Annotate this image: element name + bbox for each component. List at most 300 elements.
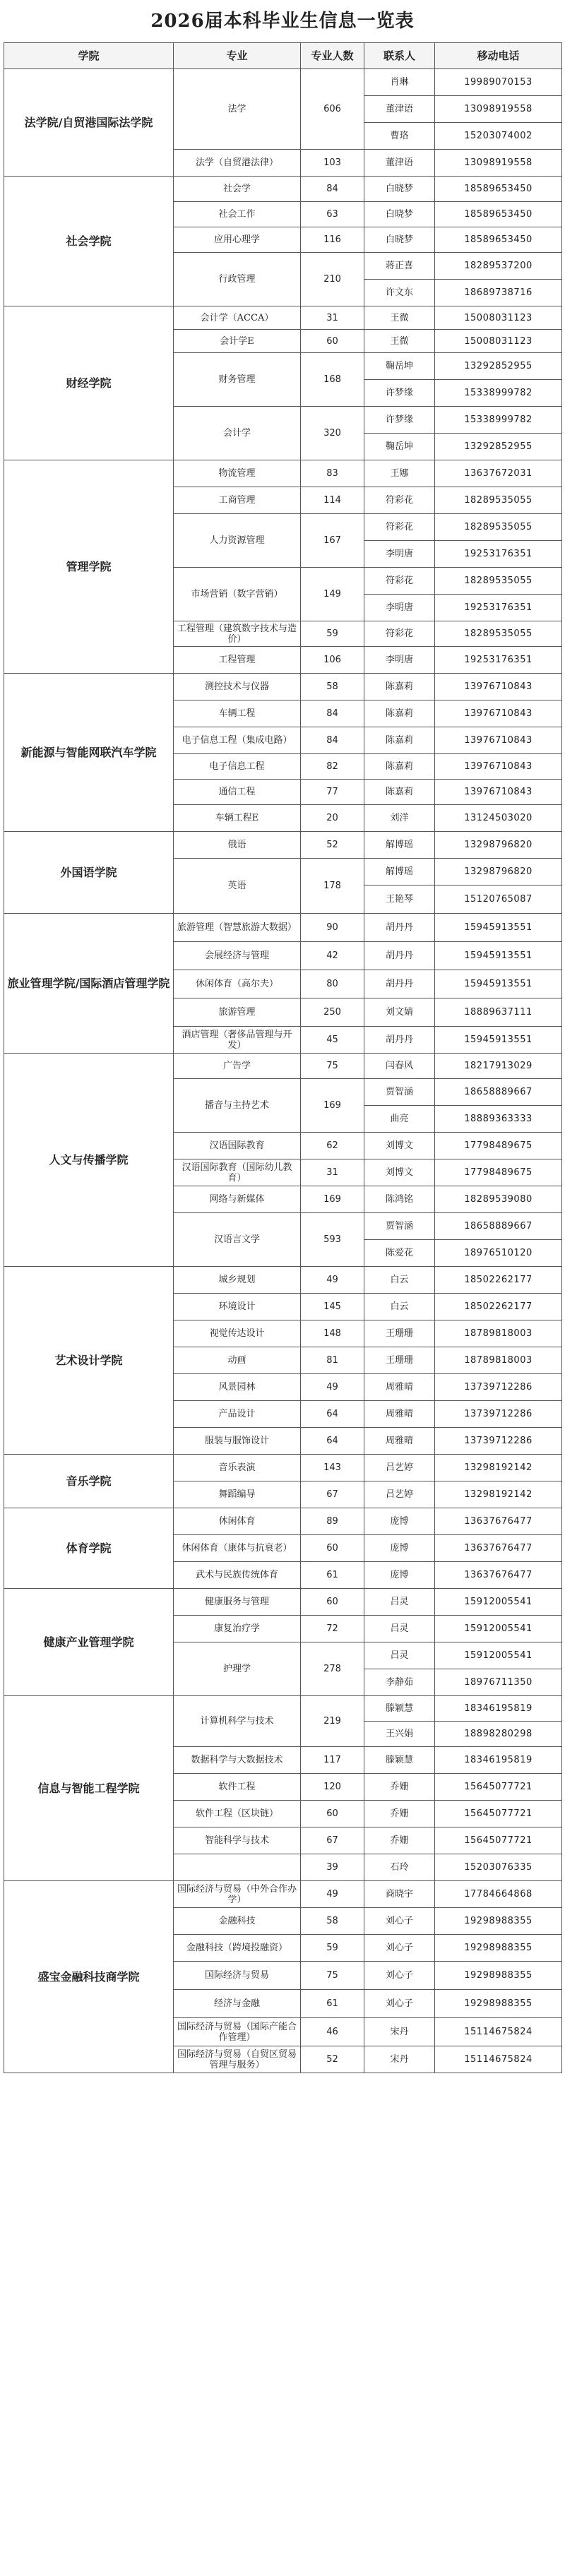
contact-phone-cell: 18289535055 bbox=[435, 568, 562, 595]
major-cell: 服装与服饰设计 bbox=[174, 1428, 301, 1455]
major-cell: 社会工作 bbox=[174, 202, 301, 227]
contact-name-cell: 许梦缘 bbox=[364, 407, 435, 434]
major-cell: 软件工程（区块链） bbox=[174, 1801, 301, 1827]
contact-name-cell: 王兴娟 bbox=[364, 1722, 435, 1747]
contact-name-cell: 胡丹丹 bbox=[364, 942, 435, 970]
contact-name-cell: 闫春风 bbox=[364, 1054, 435, 1079]
major-cell: 会计学 bbox=[174, 407, 301, 460]
major-count-cell: 320 bbox=[301, 407, 364, 460]
major-count-cell: 45 bbox=[301, 1027, 364, 1054]
major-cell: 国际经济与贸易（中外合作办学） bbox=[174, 1881, 301, 1908]
table-row bbox=[4, 1696, 562, 1722]
major-cell: 旅游管理 bbox=[174, 998, 301, 1027]
contact-phone-cell: 15912005541 bbox=[435, 1642, 562, 1669]
major-count-cell: 60 bbox=[301, 1589, 364, 1616]
contact-name-cell: 庞博 bbox=[364, 1508, 435, 1535]
table-row bbox=[4, 69, 562, 96]
major-cell: 法学 bbox=[174, 69, 301, 150]
major-cell: 电子信息工程 bbox=[174, 754, 301, 780]
contact-phone-cell: 18502262177 bbox=[435, 1267, 562, 1294]
table-row bbox=[4, 1508, 562, 1535]
contact-phone-cell: 18658889667 bbox=[435, 1079, 562, 1106]
contact-name-cell: 许文东 bbox=[364, 280, 435, 306]
contact-phone-cell: 13098919558 bbox=[435, 150, 562, 177]
contact-name-cell: 吕灵 bbox=[364, 1642, 435, 1669]
major-cell: 城乡规划 bbox=[174, 1267, 301, 1294]
contact-phone-cell: 13976710843 bbox=[435, 700, 562, 727]
contact-name-cell: 符彩花 bbox=[364, 621, 435, 647]
major-cell: 旅游管理（智慧旅游大数据） bbox=[174, 914, 301, 942]
contact-phone-cell: 15120765087 bbox=[435, 886, 562, 914]
header-college: 学院 bbox=[4, 43, 174, 69]
major-count-cell: 84 bbox=[301, 727, 364, 754]
major-count-cell: 61 bbox=[301, 1562, 364, 1589]
major-cell: 舞蹈编导 bbox=[174, 1481, 301, 1508]
major-cell: 金融科技 bbox=[174, 1908, 301, 1935]
major-cell: 英语 bbox=[174, 859, 301, 914]
major-count-cell: 77 bbox=[301, 780, 364, 805]
contact-phone-cell: 19989070153 bbox=[435, 69, 562, 96]
major-cell: 国际经济与贸易（国际产能合作管理） bbox=[174, 2018, 301, 2046]
contact-phone-cell: 15945913551 bbox=[435, 942, 562, 970]
contact-phone-cell: 15912005541 bbox=[435, 1616, 562, 1642]
contact-phone-cell: 13976710843 bbox=[435, 754, 562, 780]
contact-phone-cell: 18217913029 bbox=[435, 1054, 562, 1079]
major-count-cell: 31 bbox=[301, 306, 364, 330]
contact-name-cell: 李明唐 bbox=[364, 595, 435, 621]
major-count-cell: 143 bbox=[301, 1455, 364, 1481]
major-count-cell: 278 bbox=[301, 1642, 364, 1696]
contact-phone-cell: 13739712286 bbox=[435, 1374, 562, 1401]
contact-name-cell: 王珊珊 bbox=[364, 1320, 435, 1347]
contact-name-cell: 周雅晴 bbox=[364, 1428, 435, 1455]
contact-phone-cell: 18976711350 bbox=[435, 1669, 562, 1696]
major-count-cell: 72 bbox=[301, 1616, 364, 1642]
major-count-cell: 31 bbox=[301, 1159, 364, 1186]
contact-phone-cell: 19298988355 bbox=[435, 1962, 562, 1990]
contact-phone-cell: 13637676477 bbox=[435, 1508, 562, 1535]
major-cell: 视觉传达设计 bbox=[174, 1320, 301, 1347]
major-cell: 工程管理 bbox=[174, 647, 301, 674]
table-header-row bbox=[4, 43, 562, 69]
contact-name-cell: 刘心子 bbox=[364, 1935, 435, 1962]
table-row bbox=[4, 177, 562, 202]
contact-name-cell: 符彩花 bbox=[364, 568, 435, 595]
major-count-cell: 20 bbox=[301, 805, 364, 832]
major-count-cell: 60 bbox=[301, 330, 364, 353]
major-cell: 应用心理学 bbox=[174, 227, 301, 253]
college-cell: 法学院/自贸港国际法学院 bbox=[4, 69, 174, 177]
contact-phone-cell: 18658889667 bbox=[435, 1213, 562, 1240]
contact-phone-cell: 13298796820 bbox=[435, 832, 562, 859]
contact-name-cell: 陈嘉莉 bbox=[364, 780, 435, 805]
contact-phone-cell: 15203076335 bbox=[435, 1854, 562, 1881]
contact-name-cell: 白晓梦 bbox=[364, 202, 435, 227]
contact-phone-cell: 17798489675 bbox=[435, 1133, 562, 1159]
contact-phone-cell: 19298988355 bbox=[435, 1990, 562, 2018]
contact-phone-cell: 13124503020 bbox=[435, 805, 562, 832]
contact-phone-cell: 15114675824 bbox=[435, 2018, 562, 2046]
major-cell: 数据科学与大数据技术 bbox=[174, 1747, 301, 1774]
contact-name-cell: 解博瑶 bbox=[364, 832, 435, 859]
major-cell: 产品设计 bbox=[174, 1401, 301, 1428]
contact-phone-cell: 13637676477 bbox=[435, 1535, 562, 1562]
contact-phone-cell: 13298796820 bbox=[435, 859, 562, 886]
contact-name-cell: 许梦缘 bbox=[364, 380, 435, 407]
major-cell: 财务管理 bbox=[174, 353, 301, 407]
major-count-cell: 52 bbox=[301, 832, 364, 859]
major-count-cell: 64 bbox=[301, 1428, 364, 1455]
major-count-cell: 148 bbox=[301, 1320, 364, 1347]
contact-phone-cell: 15645077721 bbox=[435, 1801, 562, 1827]
major-count-cell: 103 bbox=[301, 150, 364, 177]
major-cell: 播音与主持艺术 bbox=[174, 1079, 301, 1133]
major-cell: 人力资源管理 bbox=[174, 514, 301, 568]
contact-phone-cell: 15338999782 bbox=[435, 407, 562, 434]
major-count-cell: 59 bbox=[301, 621, 364, 647]
major-count-cell: 606 bbox=[301, 69, 364, 150]
college-cell: 信息与智能工程学院 bbox=[4, 1696, 174, 1881]
contact-phone-cell: 15945913551 bbox=[435, 914, 562, 942]
major-count-cell: 49 bbox=[301, 1267, 364, 1294]
contact-name-cell: 符彩花 bbox=[364, 514, 435, 541]
contact-name-cell: 吕艺婷 bbox=[364, 1481, 435, 1508]
contact-phone-cell: 15338999782 bbox=[435, 380, 562, 407]
contact-phone-cell: 18289535055 bbox=[435, 514, 562, 541]
contact-name-cell: 鞠岳坤 bbox=[364, 434, 435, 460]
contact-name-cell: 吕灵 bbox=[364, 1616, 435, 1642]
contact-phone-cell: 19253176351 bbox=[435, 595, 562, 621]
contact-name-cell: 王娜 bbox=[364, 460, 435, 487]
contact-name-cell: 王微 bbox=[364, 306, 435, 330]
contact-phone-cell: 15008031123 bbox=[435, 330, 562, 353]
table-body bbox=[4, 69, 562, 2073]
contact-name-cell: 吕艺婷 bbox=[364, 1455, 435, 1481]
major-cell: 会计学（ACCA） bbox=[174, 306, 301, 330]
major-count-cell: 75 bbox=[301, 1054, 364, 1079]
major-cell: 智能科学与技术 bbox=[174, 1827, 301, 1854]
table-row bbox=[4, 306, 562, 330]
contact-name-cell: 石玲 bbox=[364, 1854, 435, 1881]
contact-name-cell: 商晓宇 bbox=[364, 1881, 435, 1908]
contact-name-cell: 宋丹 bbox=[364, 2018, 435, 2046]
contact-phone-cell: 18889637111 bbox=[435, 998, 562, 1027]
major-cell: 计算机科学与技术 bbox=[174, 1696, 301, 1747]
major-cell: 通信工程 bbox=[174, 780, 301, 805]
contact-name-cell: 刘心子 bbox=[364, 1908, 435, 1935]
major-count-cell: 120 bbox=[301, 1774, 364, 1801]
contact-name-cell: 王微 bbox=[364, 330, 435, 353]
contact-phone-cell: 13976710843 bbox=[435, 674, 562, 700]
contact-name-cell: 王珊珊 bbox=[364, 1347, 435, 1374]
contact-name-cell: 滕颖慧 bbox=[364, 1747, 435, 1774]
contact-name-cell: 刘文婧 bbox=[364, 998, 435, 1027]
contact-name-cell: 陈嘉莉 bbox=[364, 727, 435, 754]
contact-phone-cell: 13298192142 bbox=[435, 1481, 562, 1508]
major-count-cell: 145 bbox=[301, 1294, 364, 1320]
major-count-cell: 60 bbox=[301, 1535, 364, 1562]
major-cell: 风景园林 bbox=[174, 1374, 301, 1401]
contact-phone-cell: 15645077721 bbox=[435, 1774, 562, 1801]
major-cell: 广告学 bbox=[174, 1054, 301, 1079]
contact-name-cell: 胡丹丹 bbox=[364, 970, 435, 998]
major-count-cell: 75 bbox=[301, 1962, 364, 1990]
contact-phone-cell: 13637676477 bbox=[435, 1562, 562, 1589]
contact-phone-cell: 13292852955 bbox=[435, 434, 562, 460]
table-row bbox=[4, 1054, 562, 1079]
contact-name-cell: 胡丹丹 bbox=[364, 1027, 435, 1054]
table-row bbox=[4, 1267, 562, 1294]
contact-name-cell: 乔姗 bbox=[364, 1774, 435, 1801]
major-count-cell: 593 bbox=[301, 1213, 364, 1267]
contact-phone-cell: 15008031123 bbox=[435, 306, 562, 330]
major-count-cell: 84 bbox=[301, 177, 364, 202]
contact-phone-cell: 18589653450 bbox=[435, 227, 562, 253]
contact-name-cell: 滕颖慧 bbox=[364, 1696, 435, 1722]
contact-name-cell: 胡丹丹 bbox=[364, 914, 435, 942]
college-cell: 新能源与智能网联汽车学院 bbox=[4, 674, 174, 832]
college-cell: 旅业管理学院/国际酒店管理学院 bbox=[4, 914, 174, 1054]
contact-name-cell: 陈嘉莉 bbox=[364, 674, 435, 700]
major-count-cell: 114 bbox=[301, 487, 364, 514]
major-cell: 网络与新媒体 bbox=[174, 1186, 301, 1213]
major-cell: 工商管理 bbox=[174, 487, 301, 514]
contact-name-cell: 吕灵 bbox=[364, 1589, 435, 1616]
contact-name-cell: 白云 bbox=[364, 1267, 435, 1294]
major-cell: 俄语 bbox=[174, 832, 301, 859]
major-cell: 动画 bbox=[174, 1347, 301, 1374]
major-cell: 武术与民族传统体育 bbox=[174, 1562, 301, 1589]
contact-name-cell: 李明唐 bbox=[364, 541, 435, 568]
major-count-cell: 42 bbox=[301, 942, 364, 970]
contact-name-cell: 李静茹 bbox=[364, 1669, 435, 1696]
contact-phone-cell: 13976710843 bbox=[435, 727, 562, 754]
contact-name-cell: 符彩花 bbox=[364, 487, 435, 514]
contact-phone-cell: 18789818003 bbox=[435, 1347, 562, 1374]
contact-name-cell: 陈嘉莉 bbox=[364, 700, 435, 727]
college-cell: 体育学院 bbox=[4, 1508, 174, 1589]
contact-name-cell: 白晓梦 bbox=[364, 227, 435, 253]
contact-phone-cell: 18346195819 bbox=[435, 1696, 562, 1722]
major-cell: 康复治疗学 bbox=[174, 1616, 301, 1642]
contact-name-cell: 刘心子 bbox=[364, 1990, 435, 2018]
major-cell: 车辆工程 bbox=[174, 700, 301, 727]
major-cell: 行政管理 bbox=[174, 253, 301, 306]
major-cell: 经济与金融 bbox=[174, 1990, 301, 2018]
contact-phone-cell: 15945913551 bbox=[435, 1027, 562, 1054]
major-count-cell: 67 bbox=[301, 1827, 364, 1854]
contact-phone-cell: 13739712286 bbox=[435, 1428, 562, 1455]
major-count-cell: 84 bbox=[301, 700, 364, 727]
major-count-cell: 59 bbox=[301, 1935, 364, 1962]
contact-phone-cell: 13976710843 bbox=[435, 780, 562, 805]
contact-phone-cell: 19298988355 bbox=[435, 1908, 562, 1935]
contact-name-cell: 解博瑶 bbox=[364, 859, 435, 886]
contact-name-cell: 白云 bbox=[364, 1294, 435, 1320]
contact-phone-cell: 18289535055 bbox=[435, 487, 562, 514]
major-count-cell: 250 bbox=[301, 998, 364, 1027]
major-count-cell: 39 bbox=[301, 1854, 364, 1881]
contact-name-cell: 庞博 bbox=[364, 1535, 435, 1562]
contact-name-cell: 白晓梦 bbox=[364, 177, 435, 202]
college-cell: 管理学院 bbox=[4, 460, 174, 674]
major-cell: 会计学E bbox=[174, 330, 301, 353]
contact-name-cell: 蒋正喜 bbox=[364, 253, 435, 280]
page-title: 2026届本科毕业生信息一览表 bbox=[150, 11, 415, 32]
major-count-cell: 117 bbox=[301, 1747, 364, 1774]
contact-name-cell: 李明唐 bbox=[364, 647, 435, 674]
major-count-cell: 169 bbox=[301, 1079, 364, 1133]
major-count-cell: 106 bbox=[301, 647, 364, 674]
major-count-cell: 167 bbox=[301, 514, 364, 568]
contact-name-cell: 宋丹 bbox=[364, 2046, 435, 2073]
contact-name-cell: 周雅晴 bbox=[364, 1401, 435, 1428]
major-count-cell: 46 bbox=[301, 2018, 364, 2046]
major-cell: 汉语言文学 bbox=[174, 1213, 301, 1267]
major-count-cell: 61 bbox=[301, 1990, 364, 2018]
contact-name-cell: 贾智涵 bbox=[364, 1213, 435, 1240]
major-count-cell: 210 bbox=[301, 253, 364, 306]
header-count: 专业人数 bbox=[301, 43, 364, 69]
table-row bbox=[4, 674, 562, 700]
contact-phone-cell: 17784664868 bbox=[435, 1881, 562, 1908]
contact-phone-cell: 18346195819 bbox=[435, 1747, 562, 1774]
major-count-cell: 219 bbox=[301, 1696, 364, 1747]
major-count-cell: 82 bbox=[301, 754, 364, 780]
major-cell: 酒店管理（奢侈品管理与开发） bbox=[174, 1027, 301, 1054]
table-row bbox=[4, 1881, 562, 1908]
contact-phone-cell: 18589653450 bbox=[435, 177, 562, 202]
major-cell: 休闲体育（高尔夫） bbox=[174, 970, 301, 998]
major-count-cell: 83 bbox=[301, 460, 364, 487]
contact-phone-cell: 15945913551 bbox=[435, 970, 562, 998]
major-count-cell: 81 bbox=[301, 1347, 364, 1374]
table-row bbox=[4, 1589, 562, 1616]
major-cell: 汉语国际教育（国际幼儿教育） bbox=[174, 1159, 301, 1186]
contact-name-cell: 鞠岳坤 bbox=[364, 353, 435, 380]
college-cell: 艺术设计学院 bbox=[4, 1267, 174, 1455]
major-cell: 护理学 bbox=[174, 1642, 301, 1696]
contact-name-cell: 陈爱花 bbox=[364, 1240, 435, 1267]
contact-phone-cell: 19253176351 bbox=[435, 647, 562, 674]
major-count-cell: 58 bbox=[301, 1908, 364, 1935]
contact-name-cell: 曹珞 bbox=[364, 123, 435, 150]
major-cell: 市场营销（数字营销） bbox=[174, 568, 301, 621]
contact-phone-cell: 15114675824 bbox=[435, 2046, 562, 2073]
major-count-cell: 90 bbox=[301, 914, 364, 942]
major-count-cell: 60 bbox=[301, 1801, 364, 1827]
major-count-cell: 49 bbox=[301, 1881, 364, 1908]
contact-name-cell: 周雅晴 bbox=[364, 1374, 435, 1401]
major-count-cell: 49 bbox=[301, 1374, 364, 1401]
major-count-cell: 63 bbox=[301, 202, 364, 227]
major-cell: 电子信息工程（集成电路） bbox=[174, 727, 301, 754]
college-cell: 健康产业管理学院 bbox=[4, 1589, 174, 1696]
contact-name-cell: 王艳琴 bbox=[364, 886, 435, 914]
major-cell: 车辆工程E bbox=[174, 805, 301, 832]
contact-phone-cell: 18289539080 bbox=[435, 1186, 562, 1213]
college-cell: 财经学院 bbox=[4, 306, 174, 460]
contact-name-cell: 刘博文 bbox=[364, 1159, 435, 1186]
contact-phone-cell: 13739712286 bbox=[435, 1401, 562, 1428]
major-count-cell: 80 bbox=[301, 970, 364, 998]
major-cell: 物流管理 bbox=[174, 460, 301, 487]
contact-phone-cell: 18289535055 bbox=[435, 621, 562, 647]
major-cell: 音乐表演 bbox=[174, 1455, 301, 1481]
major-cell: 国际经济与贸易（自贸区贸易管理与服务） bbox=[174, 2046, 301, 2073]
contact-name-cell: 董津语 bbox=[364, 96, 435, 123]
contact-name-cell: 曲亮 bbox=[364, 1106, 435, 1133]
contact-phone-cell: 18976510120 bbox=[435, 1240, 562, 1267]
contact-name-cell: 刘洋 bbox=[364, 805, 435, 832]
major-count-cell: 178 bbox=[301, 859, 364, 914]
major-count-cell: 168 bbox=[301, 353, 364, 407]
header-phone: 移动电话 bbox=[435, 43, 562, 69]
table-row bbox=[4, 832, 562, 859]
contact-phone-cell: 13298192142 bbox=[435, 1455, 562, 1481]
major-cell: 休闲体育（康体与抗衰老） bbox=[174, 1535, 301, 1562]
major-cell: 环境设计 bbox=[174, 1294, 301, 1320]
contact-phone-cell: 19253176351 bbox=[435, 541, 562, 568]
major-cell: 会展经济与管理 bbox=[174, 942, 301, 970]
contact-phone-cell: 18502262177 bbox=[435, 1294, 562, 1320]
college-cell: 社会学院 bbox=[4, 177, 174, 306]
major-cell: 工程管理（建筑数字技术与造价） bbox=[174, 621, 301, 647]
major-cell: 测控技术与仪器 bbox=[174, 674, 301, 700]
college-cell: 人文与传播学院 bbox=[4, 1054, 174, 1267]
table-row bbox=[4, 1455, 562, 1481]
college-cell: 音乐学院 bbox=[4, 1455, 174, 1508]
major-count-cell: 52 bbox=[301, 2046, 364, 2073]
contact-phone-cell: 18289537200 bbox=[435, 253, 562, 280]
contact-phone-cell: 18689738716 bbox=[435, 280, 562, 306]
contact-phone-cell: 19298988355 bbox=[435, 1935, 562, 1962]
contact-phone-cell: 15912005541 bbox=[435, 1589, 562, 1616]
contact-phone-cell: 15203074002 bbox=[435, 123, 562, 150]
major-count-cell: 58 bbox=[301, 674, 364, 700]
major-count-cell: 62 bbox=[301, 1133, 364, 1159]
college-cell: 外国语学院 bbox=[4, 832, 174, 914]
major-cell: 健康服务与管理 bbox=[174, 1589, 301, 1616]
contact-phone-cell: 13098919558 bbox=[435, 96, 562, 123]
contact-phone-cell: 15645077721 bbox=[435, 1827, 562, 1854]
major-cell bbox=[174, 1854, 301, 1881]
contact-name-cell: 肖琳 bbox=[364, 69, 435, 96]
contact-name-cell: 刘博文 bbox=[364, 1133, 435, 1159]
graduate-info-table bbox=[4, 42, 562, 2073]
major-cell: 休闲体育 bbox=[174, 1508, 301, 1535]
contact-name-cell: 陈嘉莉 bbox=[364, 754, 435, 780]
contact-phone-cell: 18789818003 bbox=[435, 1320, 562, 1347]
major-count-cell: 169 bbox=[301, 1186, 364, 1213]
table-row bbox=[4, 460, 562, 487]
contact-name-cell: 庞博 bbox=[364, 1562, 435, 1589]
contact-phone-cell: 13292852955 bbox=[435, 353, 562, 380]
major-count-cell: 116 bbox=[301, 227, 364, 253]
major-cell: 汉语国际教育 bbox=[174, 1133, 301, 1159]
contact-phone-cell: 17798489675 bbox=[435, 1159, 562, 1186]
major-cell: 社会学 bbox=[174, 177, 301, 202]
contact-phone-cell: 18898280298 bbox=[435, 1722, 562, 1747]
contact-name-cell: 刘心子 bbox=[364, 1962, 435, 1990]
contact-phone-cell: 18589653450 bbox=[435, 202, 562, 227]
contact-phone-cell: 18889363333 bbox=[435, 1106, 562, 1133]
major-cell: 软件工程 bbox=[174, 1774, 301, 1801]
major-cell: 金融科技（跨境投融资） bbox=[174, 1935, 301, 1962]
major-cell: 法学（自贸港法律） bbox=[174, 150, 301, 177]
header-major: 专业 bbox=[174, 43, 301, 69]
college-cell: 盛宝金融科技商学院 bbox=[4, 1881, 174, 2073]
